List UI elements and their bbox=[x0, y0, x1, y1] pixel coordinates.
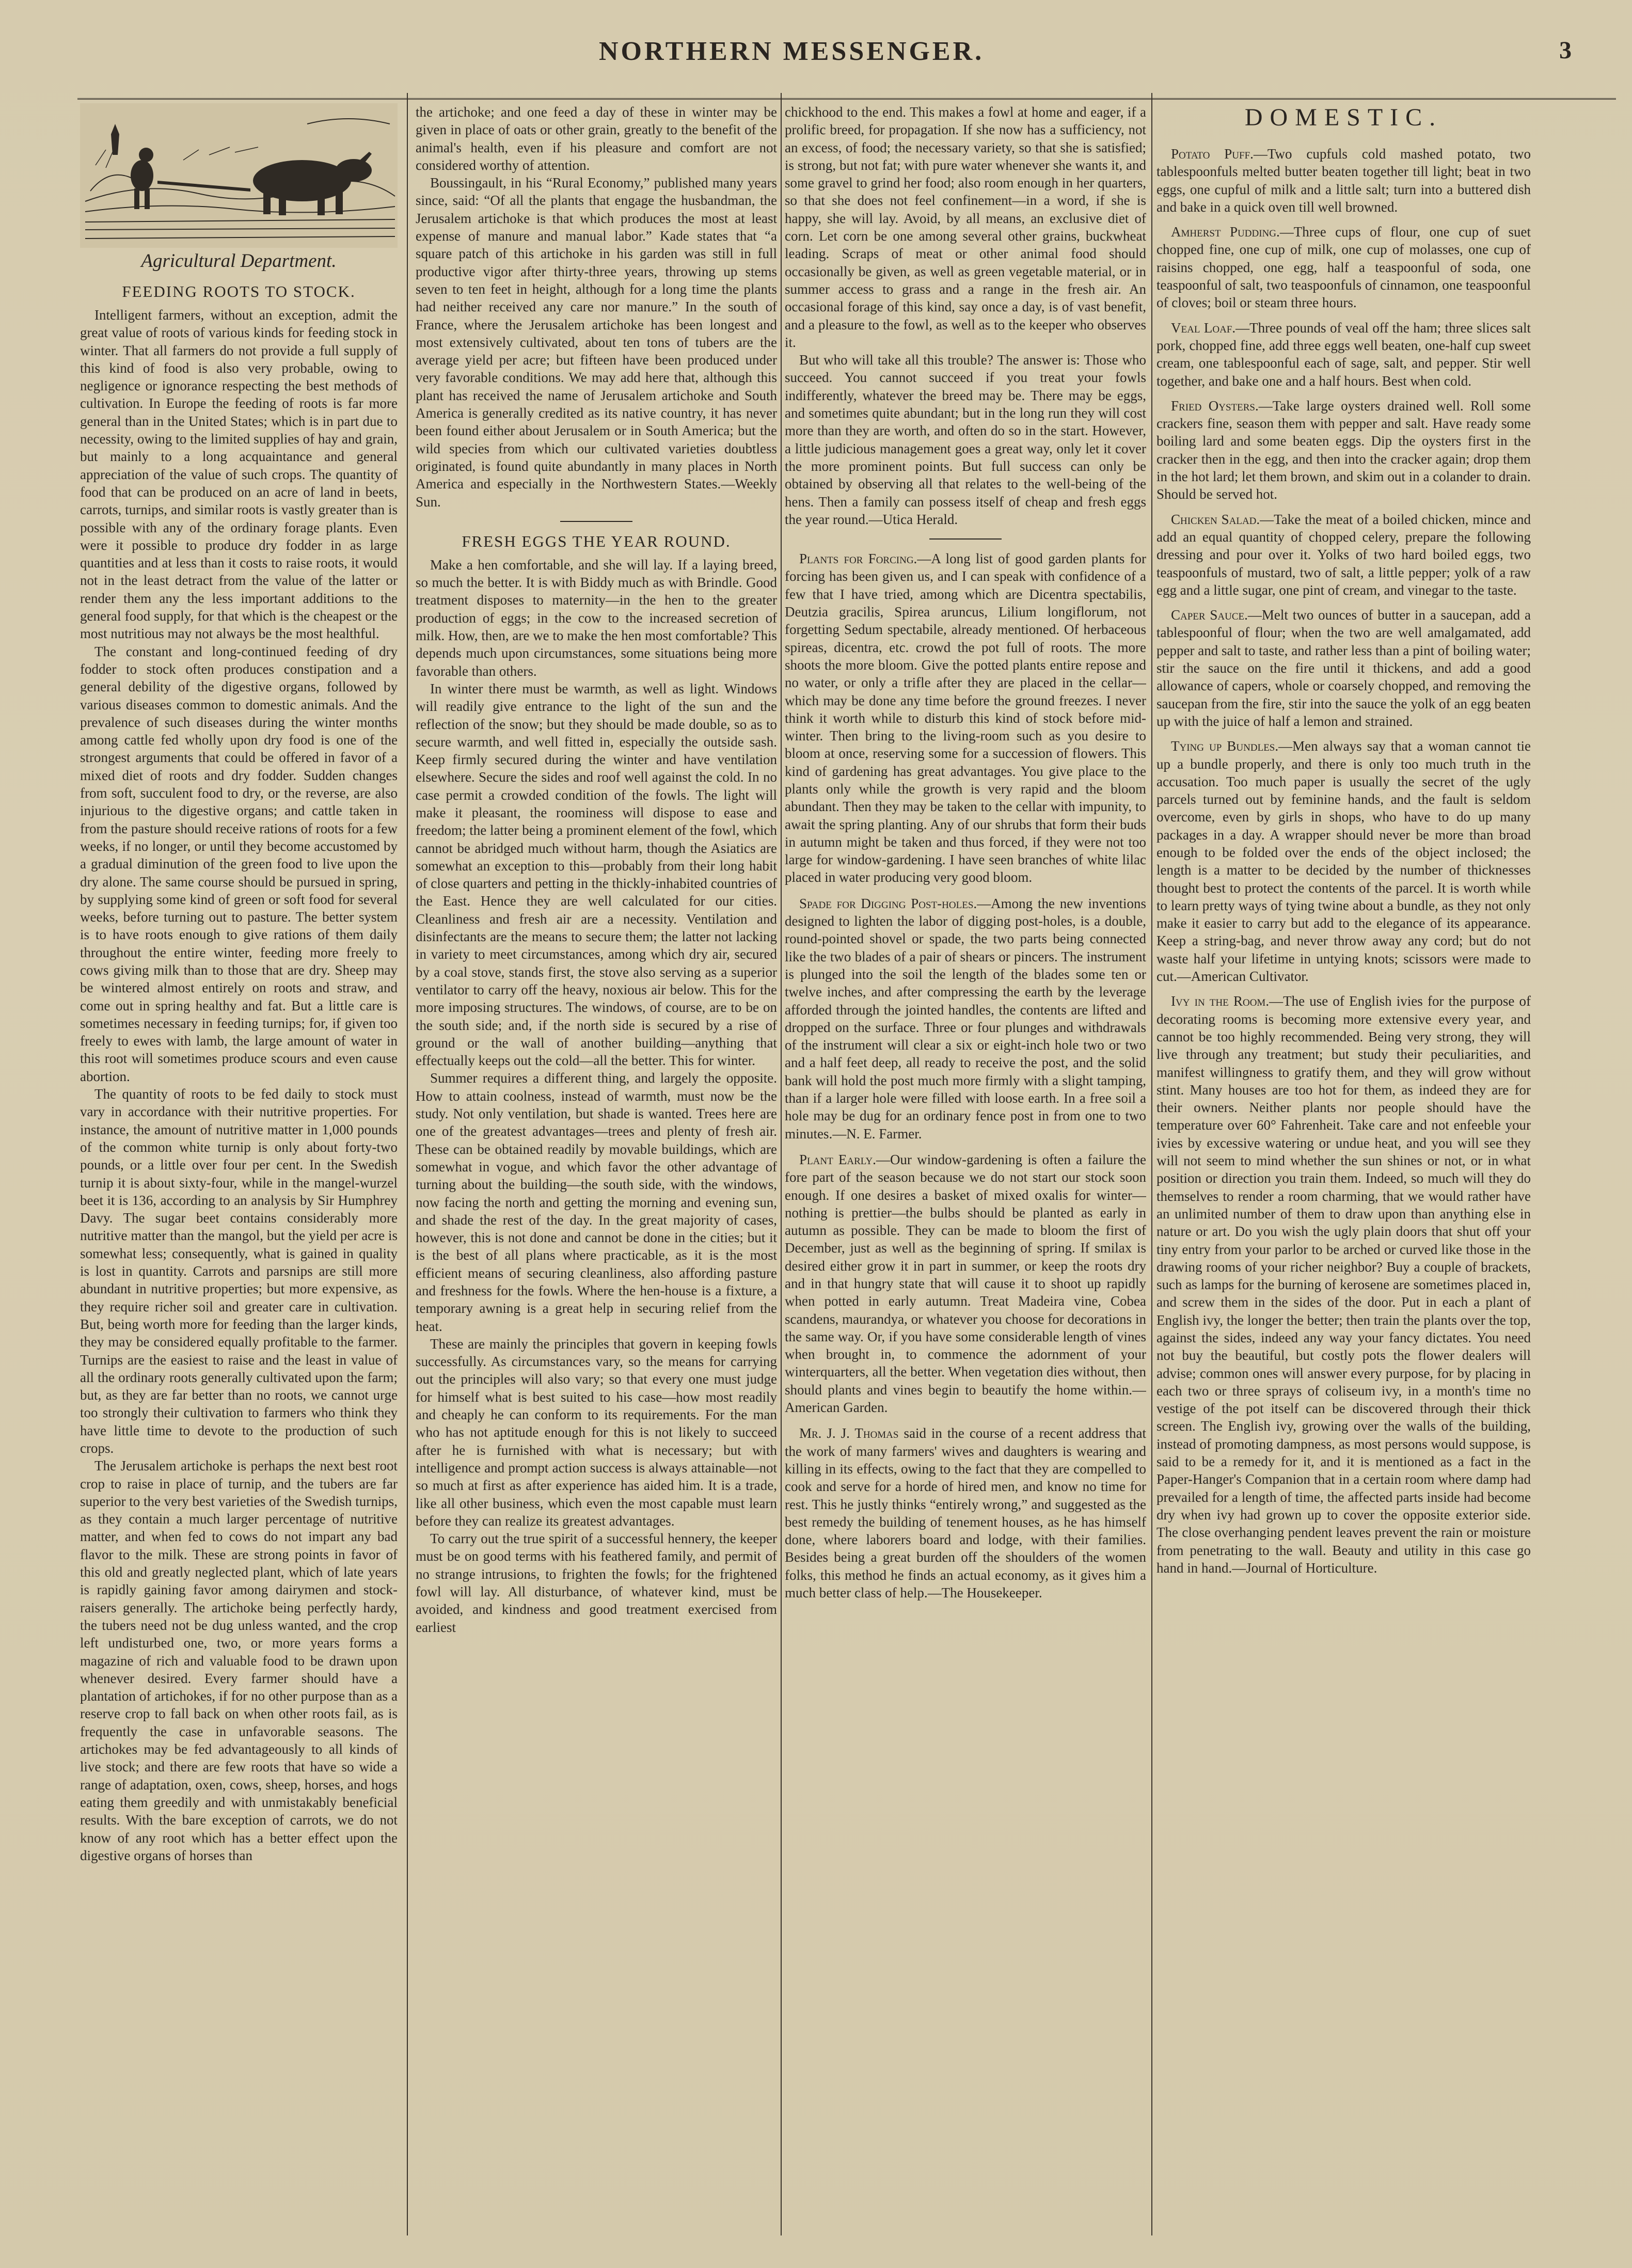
section-divider bbox=[929, 538, 1002, 540]
column-4 bbox=[1156, 103, 1531, 2237]
item-run-in: Tying up Bundles. bbox=[1171, 738, 1279, 754]
column-1 bbox=[80, 103, 398, 2237]
item-run-in: Ivy in the Room. bbox=[1171, 993, 1270, 1009]
paragraph: These are mainly the principles that govern in keeping fowls successfully. As circumstances vary, so the means for carrying out the principles will also vary; so that every one must judge for himself what is best suited to his case—how most readily and cheaply he can conform to its requirements. For the man who has not aptitude enough for this is not likely to succeed after he is furnished with what is necessary; but with intelligence and prompt action success is always attainable—not so much at first as after experience has aided him. It is a trade, like all other business, which even the most capable must learn before they can realize its greatest advantages. bbox=[416, 1336, 777, 1529]
item-run-in: Caper Sauce. bbox=[1171, 607, 1248, 623]
article-item bbox=[1156, 992, 1531, 1577]
article-title: FEEDING ROOTS TO STOCK. bbox=[122, 282, 356, 300]
column-3 bbox=[785, 103, 1146, 2237]
recipe-item bbox=[1156, 319, 1531, 390]
item-run-in: Potato Puff. bbox=[1171, 146, 1254, 162]
paragraph: In winter there must be warmth, as well as light. Windows will readily give entrance to the light of the sun and the reflection of the snow; but they should be made double, so as to secure warmth, and well fitted in, especially the outside sash. Keep firmly secured during the winter and have ventilation elsewhere. Secure the sides and roof well against the cold. In no case permit a crowded condition of the fowls. The light will make it pleasant, the roominess will dispose to ease and freedom; the latter being a prominent element of the fowl, which cannot be abridged much without harm, though the Asiatics are somewhat an exception to this—probably from their long habit of close quarters and petting in the thickly-inhabited countries of the East. Hence they are well calculated for our cities. Cleanliness and fresh air are a necessity. Ventilation and disinfectants are the means to secure them; the latter not lacking in variety to meet circumstances, among which dry air, secured by a coal stove, stands first, the stove also serving as a superior ventilator to carry off the heavy, noxious air below. This for the more imposing structures. The windows, of course, are to be on the south side; and, if the north side is secured by a rise of ground or the wall of another building—anything that effectually keeps out the cold—all the better. This for winter. bbox=[416, 680, 777, 1069]
section-title: DOMESTIC. bbox=[1244, 104, 1443, 131]
section-divider bbox=[560, 521, 632, 522]
item-text: —Melt two ounces of butter in a saucepan, add a tablespoonful of flour; when the two are well amalgamated, add pepper and salt to taste, and rather less than a pint of boiling water; stir the sauce on the fire until it thickens, and add a good allowance of capers, whole or coarsely chopped, and removing the saucepan from the fire, stir into the sauce the yolk of an egg beaten up with the juice of half a lemon and strained. bbox=[1156, 607, 1531, 729]
item-text: —Two cupfuls cold mashed potato, two tablespoonfuls melted butter beaten together till light; beat in two eggs, one cupful of milk and a little salt; turn into a buttered dish and bake in a quick oven till well browned. bbox=[1156, 146, 1531, 215]
paragraph: chickhood to the end. This makes a fowl at home and eager, if a prolific breed, for propagation. If she now has a sufficiency, not an excess, of food; the necessary variety, so that she is satisfied; is strong, but not fat; with pure water whenever she wants it, and some gravel to grind her food; also room enough in her quarters, so that she does not feel confinement—in a word, if she is happy, she will lay. Avoid, by all means, an exclusive diet of corn. Let corn be one among several other grains, buckwheat leading. Scraps of meat or other animal food should occasionally be given, as well as green vegetable material, or in summer access to grass and a range in the fresh air. An occasional forage of this kind, say once a day, is of vast benefit, and a pleasure to the fowl, as well as to the keeper who observes it. bbox=[785, 104, 1146, 350]
item-run-in: Plants for Forcing. bbox=[799, 551, 917, 567]
item-text: said in the course of a recent address that the work of many farmers' wives and daughters is wearing and killing in its effects, owing to the fact that they are compelled to cook and serve for a horde of hired men, and know no time for rest. This he justly thinks “entirely wrong,” and suggested as the best remedy the building of tenement houses, as he has himself done, where laborers board and lodge, with their families. Besides being a great burden off the shoulders of the women folks, this method he finds an actual economy, as it gives him a much better class of help.—The Housekeeper. bbox=[785, 1425, 1146, 1601]
item-text: —A long list of good garden plants for forcing has been given us, and I can speak with confidence of a few that I have tried, among which are Dicentra spectabilis, Deutzia gracilis, Spirea aruncus, Lilium longiflorum, not forgetting Sedum spectabile, already mentioned. Of herbaceous spireas, dicentra, etc. crowd the pot full of roots. The more shoots the more bloom. Give the potted plants entire repose and no water, or only a trifle after they are placed in the cellar—which may be done any time before the ground freezes. I never think it worth while to disturb this kind of stock before mid-winter. Then bring to the living-room such as you desire to bloom at once, reserving some for a succession of flowers. This kind of gardening has great advantages. You give place to the plants only while the growth is very rapid and the bloom abundant. Then they may be taken to the cellar with impunity, to await the spring planting. Any of our shrubs that form their buds in autumn might be taken and thus forced, if they were not too large for window-gardening. I have seen branches of white lilac placed in water producing very good bloom. bbox=[785, 551, 1146, 885]
item-run-in: Mr. J. J. Thomas bbox=[799, 1425, 899, 1441]
item-run-in: Chicken Salad. bbox=[1171, 511, 1260, 527]
paragraph: Make a hen comfortable, and she will lay. If a laying breed, so much the better. It is with Biddy much as with Brindle. Good treatment disposes to maternity—in the hen to the greater production of eggs; in the cow to the increased secretion of milk. How, then, are we to make the hen most comfortable? This depends much upon circumstances, some situations being more favorable than others. bbox=[416, 557, 777, 679]
column-2 bbox=[416, 103, 777, 2237]
item-text: —The use of English ivies for the purpose of decorating rooms is becoming more extensive every year, and cannot be too highly recommended. Being very strong, they will live through any treatment; but study their peculiarities, and manifest willingness to gratify them, and they will grow without stint. Many houses are too hot for them, as indeed they are for their owners. Neither plants nor people should have the temperature over 60° Fahrenheit. Take care and not enfeeble your ivies by excessive watering or undue heat, and you will see they will not seem to mind whether the sun shines or not, or in what position or direction you train them. Indeed, so much will they do themselves to render a room charming, that we would rather have an unlimited number of them to draw upon than anything else in nature or art. Do you wish the ugly plain doors that shut off your tiny entry from your parlor to be arched or curved like those in the drawing rooms of your richer neighbor? Buy a couple of brackets, such as lamps for the burning of kerosene are sometimes placed in, and screw them in the sides of the door. Put in each a plant of English ivy, the longer the better; then train the plants over the top, against the sides, indeed any way your fancy dictates. You need not buy the beautiful, but costly pots the flower dealers will advise; common ones will answer every purpose, for by placing in each two or three sprays of coliseum ivy, in a month's time no vestige of the pot itself can be discovered through their thick screen. The English ivy, growing over the walls of the building, instead of promoting dampness, as most persons would suppose, is said to be a remedy for it, and it is mentioned as a fact in the Paper-Hanger's Companion that in a certain room where damp had prevailed for a length of time, the affected parts inside had become dry when ivy had grown up to cover the opposite exterior side. The close overhanging pendent leaves prevent the rain or moisture from penetrating to the wall. Beauty and utility in this case go hand in hand.—Journal of Horticulture. bbox=[1156, 993, 1531, 1576]
paragraph: the artichoke; and one feed a day of these in winter may be given in place of oats or other grain, greatly to the benefit of the animal's health, even if his pleasure and comfort are not considered worthy of attention. bbox=[416, 104, 777, 173]
recipe-item bbox=[1156, 511, 1531, 599]
column-rule bbox=[781, 93, 782, 2235]
paragraph: Intelligent farmers, without an exception, admit the great value of roots of various kinds for feeding stock in winter. That all farmers do not provide a full supply of this kind of food is also very probable, owing to negligence or ignorance respecting the best methods of cultivation. In Europe the feeding of roots is far more general than in the United States; which is in part due to necessity, owing to the limited supplies of hay and grain, but mainly to a long acquaintance and general appreciation of the value of such crops. The quantity of food that can be produced on an acre of land in beets, carrots, turnips, and similar roots is vastly greater than is possible with any of the ordinary forage plants. Even were it possible to produce dry fodder in as large quantities and at less than it costs to raise roots, it would not in the least detract from the value of the latter or render them any the less important additions to the general food supply, for that which is the cheapest or the most nutritious may not always be the most healthful. bbox=[80, 307, 398, 642]
item-run-in: Amherst Pudding. bbox=[1171, 224, 1280, 240]
item-text: —Three pounds of veal off the ham; three slices salt pork, chopped fine, add three eggs well beaten, one-half cup sweet cream, one tablespoonful each of sage, salt, and pepper. Stir well together, and bake one and a half hours. Best when cold. bbox=[1156, 320, 1531, 389]
item-text: —Men always say that a woman cannot tie up a bundle properly, and there is only too much truth in the accusation. Too much paper is usually the secret of the ugly parcels turned out by feminine hands, and the fault is seldom overcome, even by girls in shops, who have to do up many packages in a day. A wrapper should never be more than broad enough to be folded over the ends of the object inclosed; the length is a matter to be decided by the number of thicknesses thought best to protect the contents of the parcel. It is worth while to learn pretty ways of tying twine about a bundle, as they not only make it easier to carry but add to the elegance of its appearance. Keep a string-bag, and never throw away any cord; but do not waste half your lifetime in untying knots; scissors were made to cut.—American Cultivator. bbox=[1156, 738, 1531, 985]
article-item bbox=[785, 1424, 1146, 1601]
paragraph: The quantity of roots to be fed daily to stock must vary in accordance with their nutritive properties. For instance, the amount of nutritive matter in 1,000 pounds of the common white turnip is only about forty-two pounds, or a little over four per cent. In the Swedish turnip it is about sixty-four, while in the mangel-wurzel beet it is 136, according to an analysis by Sir Humphrey Davy. The sugar beet contains considerably more nutritive matter than the mangol, but the yield per acre is somewhat less; consequently, what is gained in quality is lost in quantity. Carrots and parsnips are still more abundant in nutritive properties; but more expensive, as they require richer soil and greater care in cultivation. But, being worth more for feeding than the larger kinds, they may be considered equally profitable to the farmer. Turnips are the easiest to raise and the least in value of all the ordinary roots generally cultivated upon the farm; but, as they are far better than no roots, we cannot urge too strongly their cultivation to farmers who think they have little time to devote to the production of such crops. bbox=[80, 1086, 398, 1456]
article-item bbox=[785, 1151, 1146, 1416]
item-run-in: Fried Oysters. bbox=[1171, 398, 1259, 414]
article-title: FRESH EGGS THE YEAR ROUND. bbox=[462, 532, 731, 550]
article-item bbox=[785, 550, 1146, 886]
masthead-title: NORTHERN MESSENGER. bbox=[599, 37, 985, 66]
page-number: 3 bbox=[1559, 37, 1572, 64]
paragraph: To carry out the true spirit of a successful hennery, the keeper must be on good terms with his feathered family, and permit of no strange intrusions, to frighten the fowls; for the frightened fowl will lay. All disturbance, of whatever kind, must be avoided, and kindness and good treatment exercised from earliest bbox=[416, 1531, 777, 1635]
masthead bbox=[0, 36, 1632, 77]
item-run-in: Spade for Digging Post-holes. bbox=[799, 895, 977, 911]
paragraph: Summer requires a different thing, and largely the opposite. How to attain coolness, instead of warmth, must now be the study. Not only ventilation, but shade is wanted. Trees here are one of the greatest advantages—trees and plenty of fresh air. These can be obtained readily by movable buildings, which are somewhat in vogue, and which favor the other advantage of turning about the building—the south side, with the windows, now facing the north and getting the morning and evening sun, and shade the rest of the day. In the great majority of cases, however, this is not done and cannot be done in the cities; but it is the best of all plans where practicable, as it is the most efficient means of securing cleanliness, also affording pasture and freshness for the fowls. Where the hen-house is a fixture, a temporary awning is a great help in securing relief from the heat. bbox=[416, 1070, 777, 1334]
item-run-in: Veal Loaf. bbox=[1171, 320, 1236, 336]
paragraph: The Jerusalem artichoke is perhaps the next best root crop to raise in place of turnip, and the tubers are far superior to the very best varieties of the Swedish turnips, as they contain a much larger percentage of nutritive matter, and when fed to cows do not impart any bad flavor to the milk. These are strong points in favor of this old and greatly neglected plant, which of late years is rapidly gaining favor among dairymen and stock-raisers generally. The artichoke being perfectly hardy, the tubers need not be dug unless wanted, and the crop left undisturbed one, two, or more years forms a magazine of rich and valuable food to be drawn upon whenever desired. Every farmer should have a plantation of artichokes, if for no other purpose than as a reserve crop to fall back on when other roots fail, as is frequently the case in unfavorable seasons. The artichokes may be fed advantageously to all kinds of live stock; and there are few roots that have so wide a range of adaptation, oxen, cows, sheep, horses, and hogs eating them greedily and with unmistakably beneficial results. With the bare exception of carrots, we do not know of any root which has a better effect upon the digestive organs of horses than bbox=[80, 1458, 398, 1863]
department-heading: Agricultural Department. bbox=[141, 250, 337, 272]
item-run-in: Plant Early. bbox=[799, 1151, 876, 1167]
recipe-item bbox=[1156, 397, 1531, 503]
recipe-item bbox=[1156, 145, 1531, 216]
column-rule bbox=[407, 93, 408, 2235]
item-text: —Among the new inventions designed to lighten the labor of digging post-holes, is a double, round-pointed shovel or spade, the two parts being connected like the two blades of a pair of shears or pincers. The instrument is plunged into the soil the length of the blades some ten or twelve inches, and after compressing the earth by the leverage afforded through the jointed handles, the contents are lifted and dropped on the surface. Three or four plunges and withdrawals of the instrument will clear a six or eight-inch hole two or two and a half feet deep, all ready to receive the post, and the solid bank will hold the post much more firmly with a slight tamping, than if a larger hole were filled with loose earth. In a free soil a hole may be dug for an ordinary fence post in from one to two minutes.—N. E. Farmer. bbox=[785, 895, 1146, 1141]
masthead-rule bbox=[77, 98, 1616, 100]
item-text: —Take the meat of a boiled chicken, mince and add an equal quantity of chopped celery, prepare the following dressing and pour over it. Yolks of two hard boiled eggs, two teaspoonfuls of mustard, two of salt, a little pepper; yolk of a raw egg and a little sugar, one pint of cream, and vinegar to the taste. bbox=[1156, 511, 1531, 598]
item-text: —Our window-gardening is often a failure the fore part of the season because we do not start our stock soon enough. If one desires a basket of mixed oxalis for winter—nothing is prettier—the bulbs should be planted as early in autumn as possible. They can be made to bloom the first of December, just as well as the beginning of spring. If smilax is desired either grow it in part in summer, or keep the roots dry and in that hungry state that will cause it to shoot up rapidly when potted in early autumn. Treat Madeira vine, Cobea scandens, maurandya, or whatever you choose for decorations in the same way. Or, if you have some considerable length of vines when brought in, to commence the adornment of your winterquarters, all the better. When vegetation dies without, then should plants and vines begin to beautify the home within.—American Garden. bbox=[785, 1151, 1146, 1416]
column-rule bbox=[1151, 93, 1152, 2235]
item-text: —Take large oysters drained well. Roll some crackers fine, season them with pepper and salt. Have ready some boiling lard and some beaten eggs. Dip the oysters first in the cracker then in the egg, and then into the cracker again; drop them in the hot lard; let them brown, and skim out in a colander to drain. Should be served hot. bbox=[1156, 398, 1531, 502]
paragraph: But who will take all this trouble? The answer is: Those who succeed. You cannot succeed if you treat your fowls indifferently, whatever the breed may be. There may be eggs, and sometimes quite abundant; but in the long run they will cost more than they are worth, and often do so in the start. However, a little judicious management goes a great way, only let it cover the more prominent points. But full success can only be obtained by observing all that relates to the well-being of the hens. Then a family can possess itself of cheap and fresh eggs the year round.—Utica Herald. bbox=[785, 352, 1146, 527]
article-item bbox=[1156, 737, 1531, 985]
farm-scene-woodcut-image bbox=[80, 103, 398, 248]
item-text: —Three cups of flour, one cup of suet chopped fine, one cup of milk, one cup of molasses, one cup of raisins chopped, one egg, half a teaspoonful of soda, one teaspoonful of salt, two teaspoonfuls of cinnamon, one teaspoonful of cloves; boil or steam three hours. bbox=[1156, 224, 1531, 311]
recipe-item bbox=[1156, 606, 1531, 730]
recipe-item bbox=[1156, 223, 1531, 311]
paragraph: The constant and long-continued feeding of dry fodder to stock often produces constipation and a general debility of the digestive organs, followed by various diseases common to domestic animals. And the prevalence of such diseases during the winter months among cattle fed wholly upon dry food is one of the strongest arguments that could be offered in favor of a mixed diet of roots and dry fodder. Sudden changes from soft, succulent food to dry, or the reverse, are also injurious to the digestive organs; and cattle taken in from the pasture should receive rations of roots for a few weeks, if no longer, or until they become accustomed by a gradual diminution of the green food to live upon the dry alone. The same course should be pursued in spring, by supplying some kind of green or soft food for several weeks, before turning out to pasture. The better system is to have roots enough to give rations of them daily throughout the entire winter, feeding more freely to cows giving milk than to those that are dry. Sheep may be wintered almost entirely on roots and straw, and come out in spring healthy and fat. But a little care is sometimes necessary in feeding turnips; for, if given too freely to ewes with lamb, the large amount of water in this root will sometimes produce scours and even cause abortion. bbox=[80, 643, 398, 1084]
paragraph: Boussingault, in his “Rural Economy,” published many years since, said: “Of all the plants that engage the husbandman, the Jerusalem artichoke is that which produces the most at least expense of manure and manual labor.” Kade states that “a square patch of this artichoke in his garden was still in full productive vigor after thirty-three years, throwing up stems seven to ten feet in height, although for a long time the plants had neither received any care nor manure.” In the south of France, where the Jerusalem artichoke has been longest and most extensively cultivated, about ten tons of tubers are the average yield per acre; but fifteen have been produced under very favorable conditions. We may add here that, although this plant has received the name of Jerusalem artichoke and South America is generally credited as its native country, it has never been found either about Jerusalem or in South America; but the wild species from which our cultivated varieties doubtless originated, is found quite abundantly in many places in North America and especially in the Northwestern States.—Weekly Sun. bbox=[416, 175, 777, 510]
article-item bbox=[785, 895, 1146, 1143]
